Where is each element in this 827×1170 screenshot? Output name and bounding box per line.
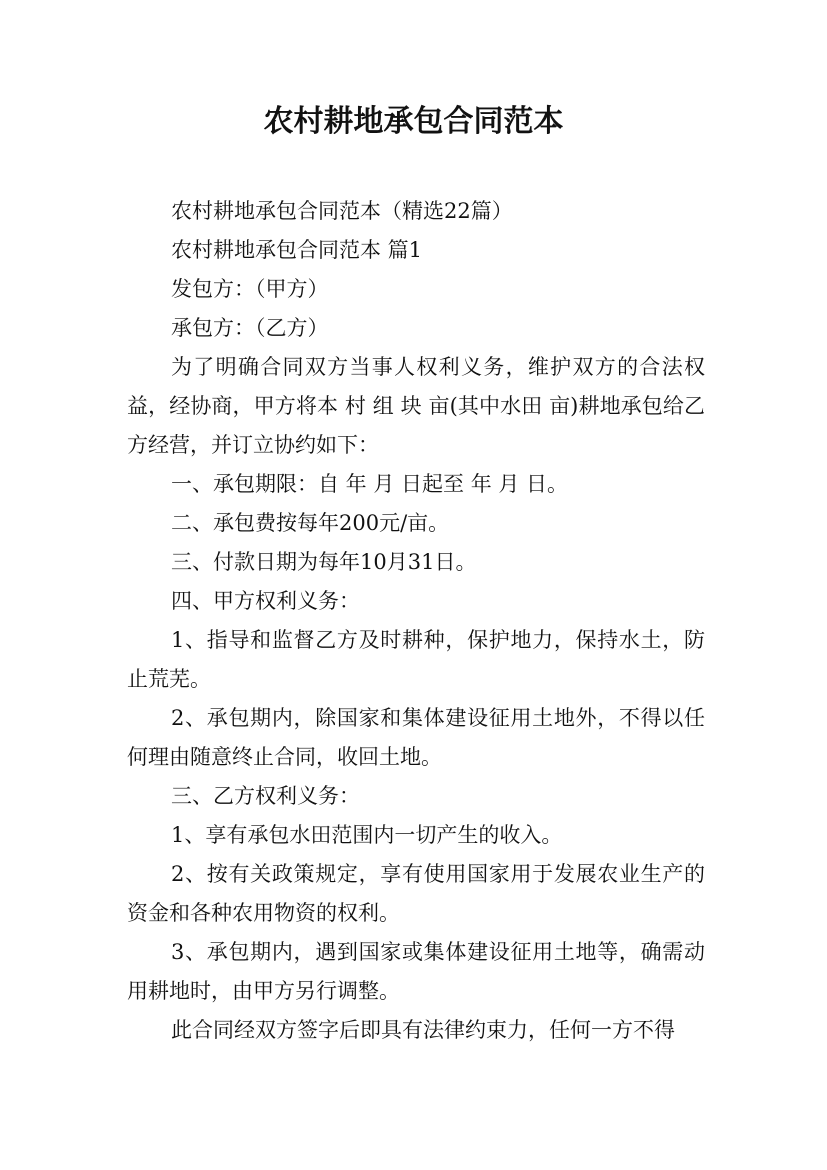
paragraph-party-a: 发包方：（甲方） (171, 277, 329, 301)
paragraph-fee: 二、承包费按每年200元/亩。 (171, 511, 450, 535)
paragraph-closing: 此合同经双方签字后即具有法律约束力，任何一方不得 (171, 1018, 675, 1042)
paragraph-party-b-right-2: 2、按有关政策规定，享有使用国家用于发展农业生产的资金和各种农用物资的权利。 (127, 862, 705, 925)
paragraph-party-a-right-1: 1、指导和监督乙方及时耕种，保护地力，保持水土，防止荒芜。 (127, 628, 705, 691)
paragraph-party-b-right-3: 3、承包期内，遇到国家或集体建设征用土地等，确需动用耕地时，由甲方另行调整。 (127, 940, 705, 1003)
paragraph-party-b: 承包方：（乙方） (171, 316, 329, 340)
paragraph-party-a-rights-heading: 四、甲方权利义务： (171, 589, 360, 613)
paragraph-preamble: 为了明确合同双方当事人权利义务，维护双方的合法权益，经协商，甲方将本 村 组 块 亩(其中水田 亩)耕地承包给乙方经营，并订立协约如下： (127, 355, 705, 457)
paragraph-party-b-rights-heading: 三、乙方权利义务： (171, 784, 360, 808)
paragraph-section-heading: 农村耕地承包合同范本 篇1 (171, 238, 423, 262)
document-title: 农村耕地承包合同范本 (263, 104, 564, 139)
paragraph-party-a-right-2: 2、承包期内，除国家和集体建设征用土地外，不得以任何理由随意终止合同，收回土地。 (127, 706, 705, 769)
paragraph-party-b-right-1: 1、享有承包水田范围内一切产生的收入。 (171, 823, 563, 847)
paragraph-term: 一、承包期限：自 年 月 日起至 年 月 日。 (171, 472, 569, 496)
paragraph-payment-date: 三、付款日期为每年10月31日。 (171, 550, 477, 574)
paragraph-subtitle: 农村耕地承包合同范本（精选22篇） (171, 199, 513, 223)
document-body (127, 192, 705, 1050)
